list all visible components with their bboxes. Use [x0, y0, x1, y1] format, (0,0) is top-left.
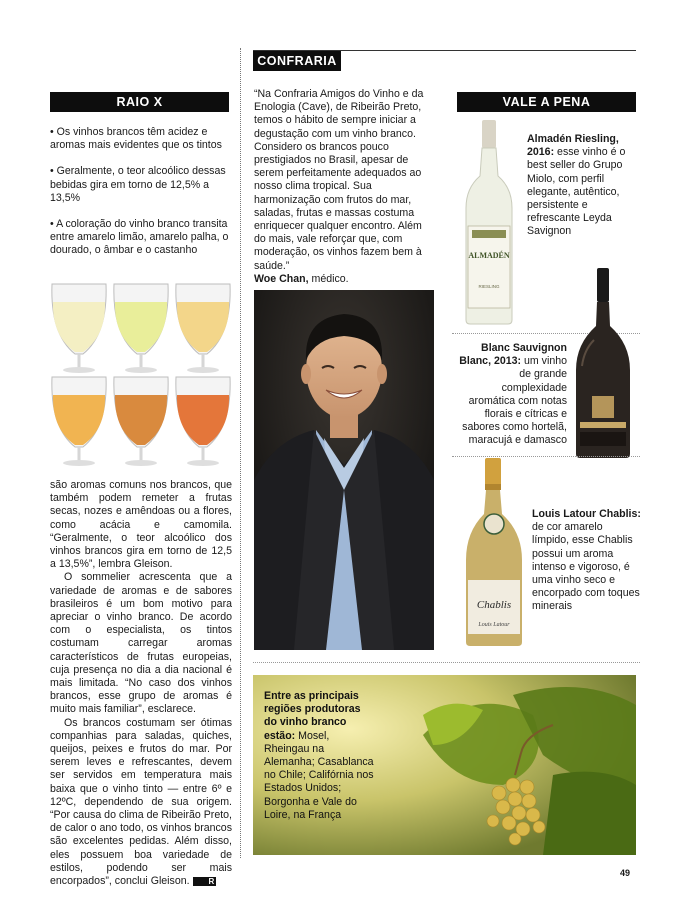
louis-latour-bottle-image	[462, 456, 526, 650]
raio-x-bullets	[50, 126, 232, 258]
regions-list: Mosel, Rheingau na Alemanha; Casablanca no Chile; Califórnia nos Estados Unidos; Borgonha e Vale do Loire, na França	[264, 729, 374, 821]
article-text-left	[50, 479, 232, 888]
regions-text	[264, 690, 376, 822]
almaden-bottle-image	[458, 118, 520, 328]
article-paragraph-2: O sommelier acrescenta que a variedade de aromas e de sabores brasileiros é um bom motivo para apreciar o vinho branco. De acordo com o especialista, os tintos costumam carregar aromas característicos de frutas europeias, cuja presença no dia a dia nacional é mais limitada. “No caso dos vinhos brancos, esse grupo de aromas é muito mais familiar”, esclarece.	[50, 571, 232, 716]
article-paragraph-1: são aromas comuns nos brancos, que também podem remeter a frutas secas, nozes e amêndoas ou a flores, como acácia e camomila. “Geralmente, o teor alcoólico dos vinhos brancos gira em torno de 12,5 a 13,5%”, lembra Gleison.	[50, 479, 232, 571]
almaden-label-text: ALMADÉN	[468, 251, 510, 260]
confraria-quote-text: “Na Confraria Amigos do Vinho e da Enologia (Cave), de Ribeirão Preto, temos o hábito de sempre iniciar a degustação com um vinho branco. Considero os brancos pouco prestigiados no Brasil, apesar de serem perfeitamente adequados ao nosso clima tropical. Sua harmonização com frutos do mar, saladas, frutas e massas costuma enriquecer qualquer encontro. Além do mais, vale reforçar que, com moderação, os vinhos fazem bem à saúde.”	[254, 88, 424, 272]
wine-3-name: Louis Latour Chablis:	[532, 508, 641, 520]
end-mark-icon: R	[193, 877, 217, 886]
chablis-label-text: Chablis	[476, 599, 512, 611]
blanc-sauvignon-bottle-image	[572, 266, 634, 462]
article-paragraph-3	[50, 717, 232, 889]
confraria-quote	[254, 88, 436, 286]
wine-1-name: Almadén Riesling, 2016:	[527, 133, 619, 159]
raio-x-bullet-3: • A coloração do vinho branco transita entre amarelo limão, amarelo palha, o dourado, o âmbar e o castanho	[50, 218, 229, 257]
wine-glasses-illustration	[48, 282, 234, 468]
portrait-svg	[254, 290, 434, 650]
column-rule-left	[240, 48, 241, 858]
wine-glass-5	[114, 377, 168, 466]
wine-3-desc: de cor amarelo límpido, esse Chablis possui um aroma intenso e vigoroso, é uma vinho seco e encorpado com toques minerais	[532, 521, 640, 613]
wine-glass-2	[114, 284, 168, 373]
wine-2-description	[455, 342, 567, 448]
wine-1-desc: esse vinho é o best seller do Grupo Miolo, com perfil elegante, autêntico, persistente e refrescante Leyda Savignon	[527, 146, 626, 238]
wine-glasses-svg	[48, 282, 234, 468]
wine-1-description	[527, 133, 642, 239]
quote-author-name: Woe Chan,	[254, 272, 309, 285]
almaden-label-sub: RIESLING	[478, 284, 500, 289]
quote-author-role: médico.	[308, 272, 349, 285]
wine-2-name: Blanc Sauvignon Blanc, 2013:	[459, 342, 567, 368]
page-number: 49	[620, 868, 631, 878]
raio-x-header: RAIO X	[50, 92, 229, 112]
confraria-header: CONFRARIA	[253, 51, 341, 71]
wine-glass-4	[52, 377, 106, 466]
wine-glass-1	[52, 284, 106, 373]
raio-x-bullet-2: • Geralmente, o teor alcoólico dessas bebidas gira em torno de 12,5% a 13,5%	[50, 165, 226, 204]
wine-glass-6	[176, 377, 230, 466]
wine-3-description	[532, 508, 642, 614]
wine-2-desc: um vinho de grande complexidade aromática com notas florais e cítricas e sabores como hortelã, maracujá e damasco	[462, 355, 567, 447]
regions-lead: Entre as principais regiões produtoras do vinho branco estão:	[264, 690, 361, 742]
vale-a-pena-header: VALE A PENA	[457, 92, 636, 112]
wine-glass-3	[176, 284, 230, 373]
woe-chan-portrait-photo	[254, 290, 434, 650]
chablis-label-sub: Louis Latour	[478, 622, 510, 628]
article-paragraph-3-text: Os brancos costumam ser ótimas companhias para saladas, quiches, queijos, peixes e frutos do mar. Por serem leves e refrescantes, devem ser servidos em temperatura mais baixa que o vinho tinto — entre 6º e 12ºC, dependendo de sua origem. “Por causa do clima de Ribeirão Preto, de calor o ano todo, os vinhos brancos são excelentes pedidas. Além disso, eles possuem boa variedade de estilos, podendo ser mais encorpados”, conclui Gleison.	[50, 716, 232, 888]
raio-x-bullet-1: • Os vinhos brancos têm acidez e aromas mais evidentes que os tintos	[50, 126, 222, 152]
middle-section-divider	[253, 662, 640, 663]
